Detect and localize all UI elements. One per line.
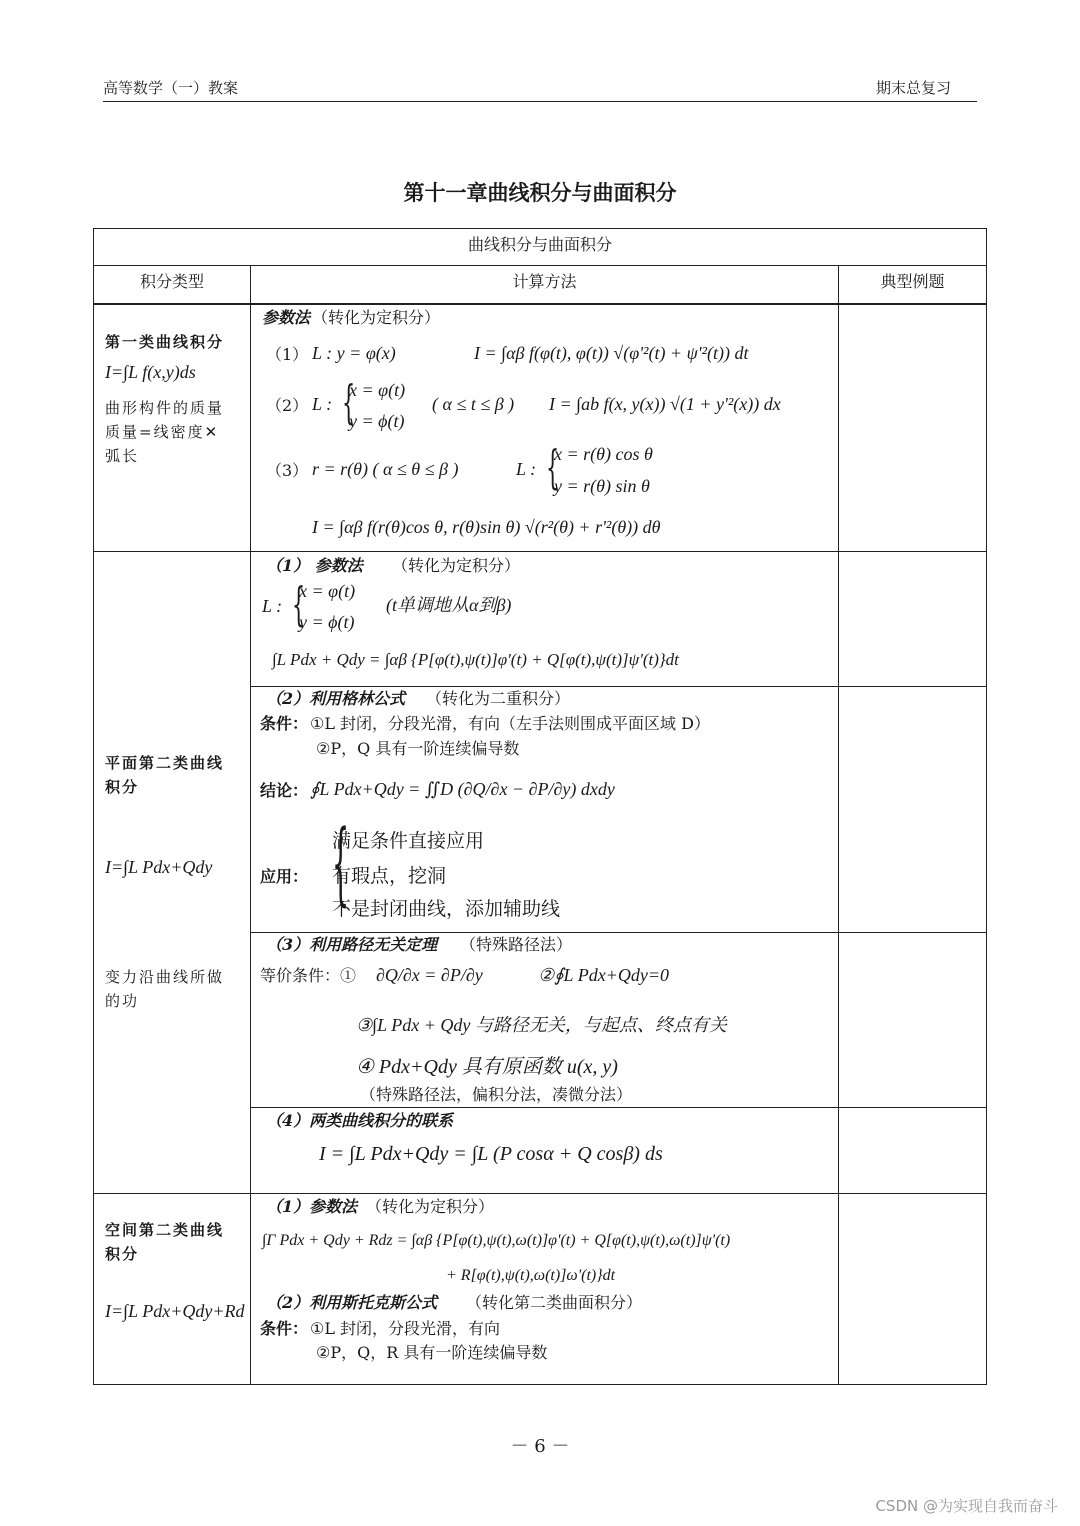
row3-m1-formula-2: + R[φ(t),ψ(t),ω(t)]ω'(t)}dt xyxy=(446,1267,616,1284)
row2-m3-c2: ②∮L Pdx+Qdy=0 xyxy=(538,965,669,985)
row2-m3-note: （特殊路径法） xyxy=(460,935,573,954)
row3-type-formula: I=∫L Pdx+Qdy+Rd xyxy=(105,1301,245,1321)
row3-m1-note: （转化为定积分） xyxy=(366,1197,495,1216)
row1-type-title: 第一类曲线积分 xyxy=(105,333,225,351)
rule-row2 xyxy=(94,1193,986,1194)
column-header-example: 典型例题 xyxy=(880,272,945,291)
row1-case2-x: x = φ(t) xyxy=(349,380,406,400)
row2-m2-app-brace: { xyxy=(332,811,350,916)
row2-m1-x: x = φ(t) xyxy=(299,581,356,601)
row2-m2-concl-formula: ∮L Pdx+Qdy = ∬D (∂Q/∂x − ∂P/∂y) dxdy xyxy=(310,779,615,799)
row2-m2-app-3: 不是封闭曲线，添加辅助线 xyxy=(332,898,561,920)
header-right: 期末总复习 xyxy=(875,79,951,97)
row2-m2-concl-label: 结论： xyxy=(260,781,309,800)
row2-m4-title: （4）两类曲线积分的联系 xyxy=(266,1111,454,1130)
row2-m1-y: y = ϕ(t) xyxy=(299,612,355,632)
row1-method-title: 参数法 xyxy=(262,308,311,327)
row2-m3-title: （3）利用路径无关定理 xyxy=(266,935,438,954)
row2-m4-formula: I = ∫L Pdx+Qdy = ∫L (P cosα + Q cosβ) ds xyxy=(319,1143,663,1165)
row2-type-title-2: 积分 xyxy=(105,778,140,796)
rule-col1 xyxy=(250,265,251,1385)
row2-m1-brace: { xyxy=(292,577,306,631)
header-rule xyxy=(103,101,977,102)
row3-m2-cond-label: 条件： xyxy=(260,1319,309,1338)
rule-sub1 xyxy=(250,686,986,687)
row2-m2-app-2: 有瑕点，挖洞 xyxy=(332,865,447,887)
row2-m1-note: （转化为定积分） xyxy=(392,556,521,575)
chapter-title: 第十一章曲线积分与曲面积分 xyxy=(403,181,677,205)
rule-sub3 xyxy=(250,1107,986,1108)
header-left: 高等数学（一）教案 xyxy=(103,79,239,97)
row1-case3-formula: I = ∫αβ f(r(θ)cos θ, r(θ)sin θ) √(r²(θ) + r'²(θ)) dθ xyxy=(312,517,661,537)
row2-m1-formula: ∫L Pdx + Qdy = ∫αβ {P[φ(t),ψ(t)]φ'(t) + Q[φ(t),ψ(t)]ψ'(t)}dt xyxy=(272,650,679,669)
row2-desc-2: 的功 xyxy=(105,992,140,1010)
row2-m3-c5: （特殊路径法，偏积分法，凑微分法） xyxy=(360,1085,633,1104)
page-number: － 6 － xyxy=(510,1436,570,1457)
row1-case3-y: y = r(θ) sin θ xyxy=(554,476,650,496)
row3-m1-formula-1: ∫Γ Pdx + Qdy + Rdz = ∫αβ {P[φ(t),ψ(t),ω(t)]φ'(t) + Q[φ(t),ψ(t),ω(t)]ψ'(t) xyxy=(262,1232,731,1249)
column-header-method: 计算方法 xyxy=(512,272,577,291)
row2-m2-title: （2）利用格林公式 xyxy=(266,689,406,708)
row3-m1-title: （1）参数法 xyxy=(266,1197,358,1216)
row1-method-note: （转化为定积分） xyxy=(312,308,441,327)
row2-m2-cond-label: 条件： xyxy=(260,714,309,733)
row1-desc-3: 弧长 xyxy=(105,447,140,465)
row2-m1-title: （1） 参数法 xyxy=(266,556,363,575)
row3-m2-cond-1: ①L 封闭，分段光滑，有向 xyxy=(310,1319,501,1338)
column-header-type: 积分类型 xyxy=(139,272,204,291)
row1-case2-formula: I = ∫ab f(x, y(x)) √(1 + y'²(x)) dx xyxy=(549,394,781,414)
row1-desc-1: 曲形构件的质量 xyxy=(105,399,225,417)
row3-m2-title: （2）利用斯托克斯公式 xyxy=(266,1293,438,1312)
row1-case3-curve: r = r(θ) ( α ≤ θ ≤ β ) xyxy=(312,459,459,479)
row3-type-title-2: 积分 xyxy=(105,1245,140,1263)
row1-case2-range: ( α ≤ t ≤ β ) xyxy=(432,394,515,414)
row2-m3-c4: ④ Pdx+Qdy 具有原函数 u(x, y) xyxy=(356,1056,618,1078)
row2-m3-c3: ③∫L Pdx + Qdy 与路径无关，与起点、终点有关 xyxy=(356,1015,727,1035)
row2-m2-app-label: 应用： xyxy=(260,867,309,886)
row2-type-formula: I=∫L Pdx+Qdy xyxy=(105,857,213,877)
row1-case3-label: （3） xyxy=(266,461,309,480)
row1-desc-2: 质量=线密度✕ xyxy=(105,423,220,441)
row2-m3-c1: ∂Q/∂x = ∂P/∂y xyxy=(376,965,483,985)
table-caption: 曲线积分与曲面积分 xyxy=(467,235,612,254)
row2-m1-L: L : xyxy=(262,596,283,616)
rule-caption xyxy=(94,265,986,266)
row1-case2-brace: { xyxy=(342,375,356,429)
row1-case1-curve: L : y = φ(x) xyxy=(312,343,396,363)
row1-case3-L: L : xyxy=(516,459,537,479)
row3-type-title-1: 空间第二类曲线 xyxy=(105,1221,225,1239)
row3-m2-note: （转化第二类曲面积分） xyxy=(466,1293,643,1312)
csdn-watermark: CSDN @为实现自我而奋斗 xyxy=(875,1497,1058,1515)
row3-m2-cond-2: ②P，Q，R 具有一阶连续偏导数 xyxy=(316,1343,548,1362)
row1-case2-L: L : xyxy=(312,394,333,414)
row2-type-title-1: 平面第二类曲线 xyxy=(105,754,225,772)
row2-m2-cond-2: ②P，Q 具有一阶连续偏导数 xyxy=(316,739,520,758)
row2-m2-note: （转化为二重积分） xyxy=(426,689,571,708)
row1-type-formula: I=∫L f(x,y)ds xyxy=(105,362,196,382)
row2-desc-1: 变力沿曲线所做 xyxy=(105,968,225,986)
summary-table xyxy=(93,228,987,1385)
row2-m2-cond-1: ①L 封闭，分段光滑，有向（左手法则围成平面区域 D） xyxy=(310,714,710,733)
row1-case2-y: y = ϕ(t) xyxy=(349,411,405,431)
row1-case1-label: （1） xyxy=(266,345,309,364)
row2-m2-app-1: 满足条件直接应用 xyxy=(332,830,485,852)
row2-m3-cond-label: 等价条件：① xyxy=(260,966,357,985)
row1-case3-brace: { xyxy=(546,440,560,494)
row1-case2-label: （2） xyxy=(266,396,309,415)
rule-header xyxy=(94,303,986,305)
row1-case1-formula: I = ∫αβ f(φ(t), φ(t)) √(φ'²(t) + ψ'²(t)) dt xyxy=(474,343,749,363)
rule-col2 xyxy=(838,265,839,1385)
rule-sub2 xyxy=(250,932,986,933)
row2-m1-range: (t单调地从α到β) xyxy=(386,595,512,615)
rule-row1 xyxy=(94,551,986,552)
row1-case3-x: x = r(θ) cos θ xyxy=(554,444,653,464)
